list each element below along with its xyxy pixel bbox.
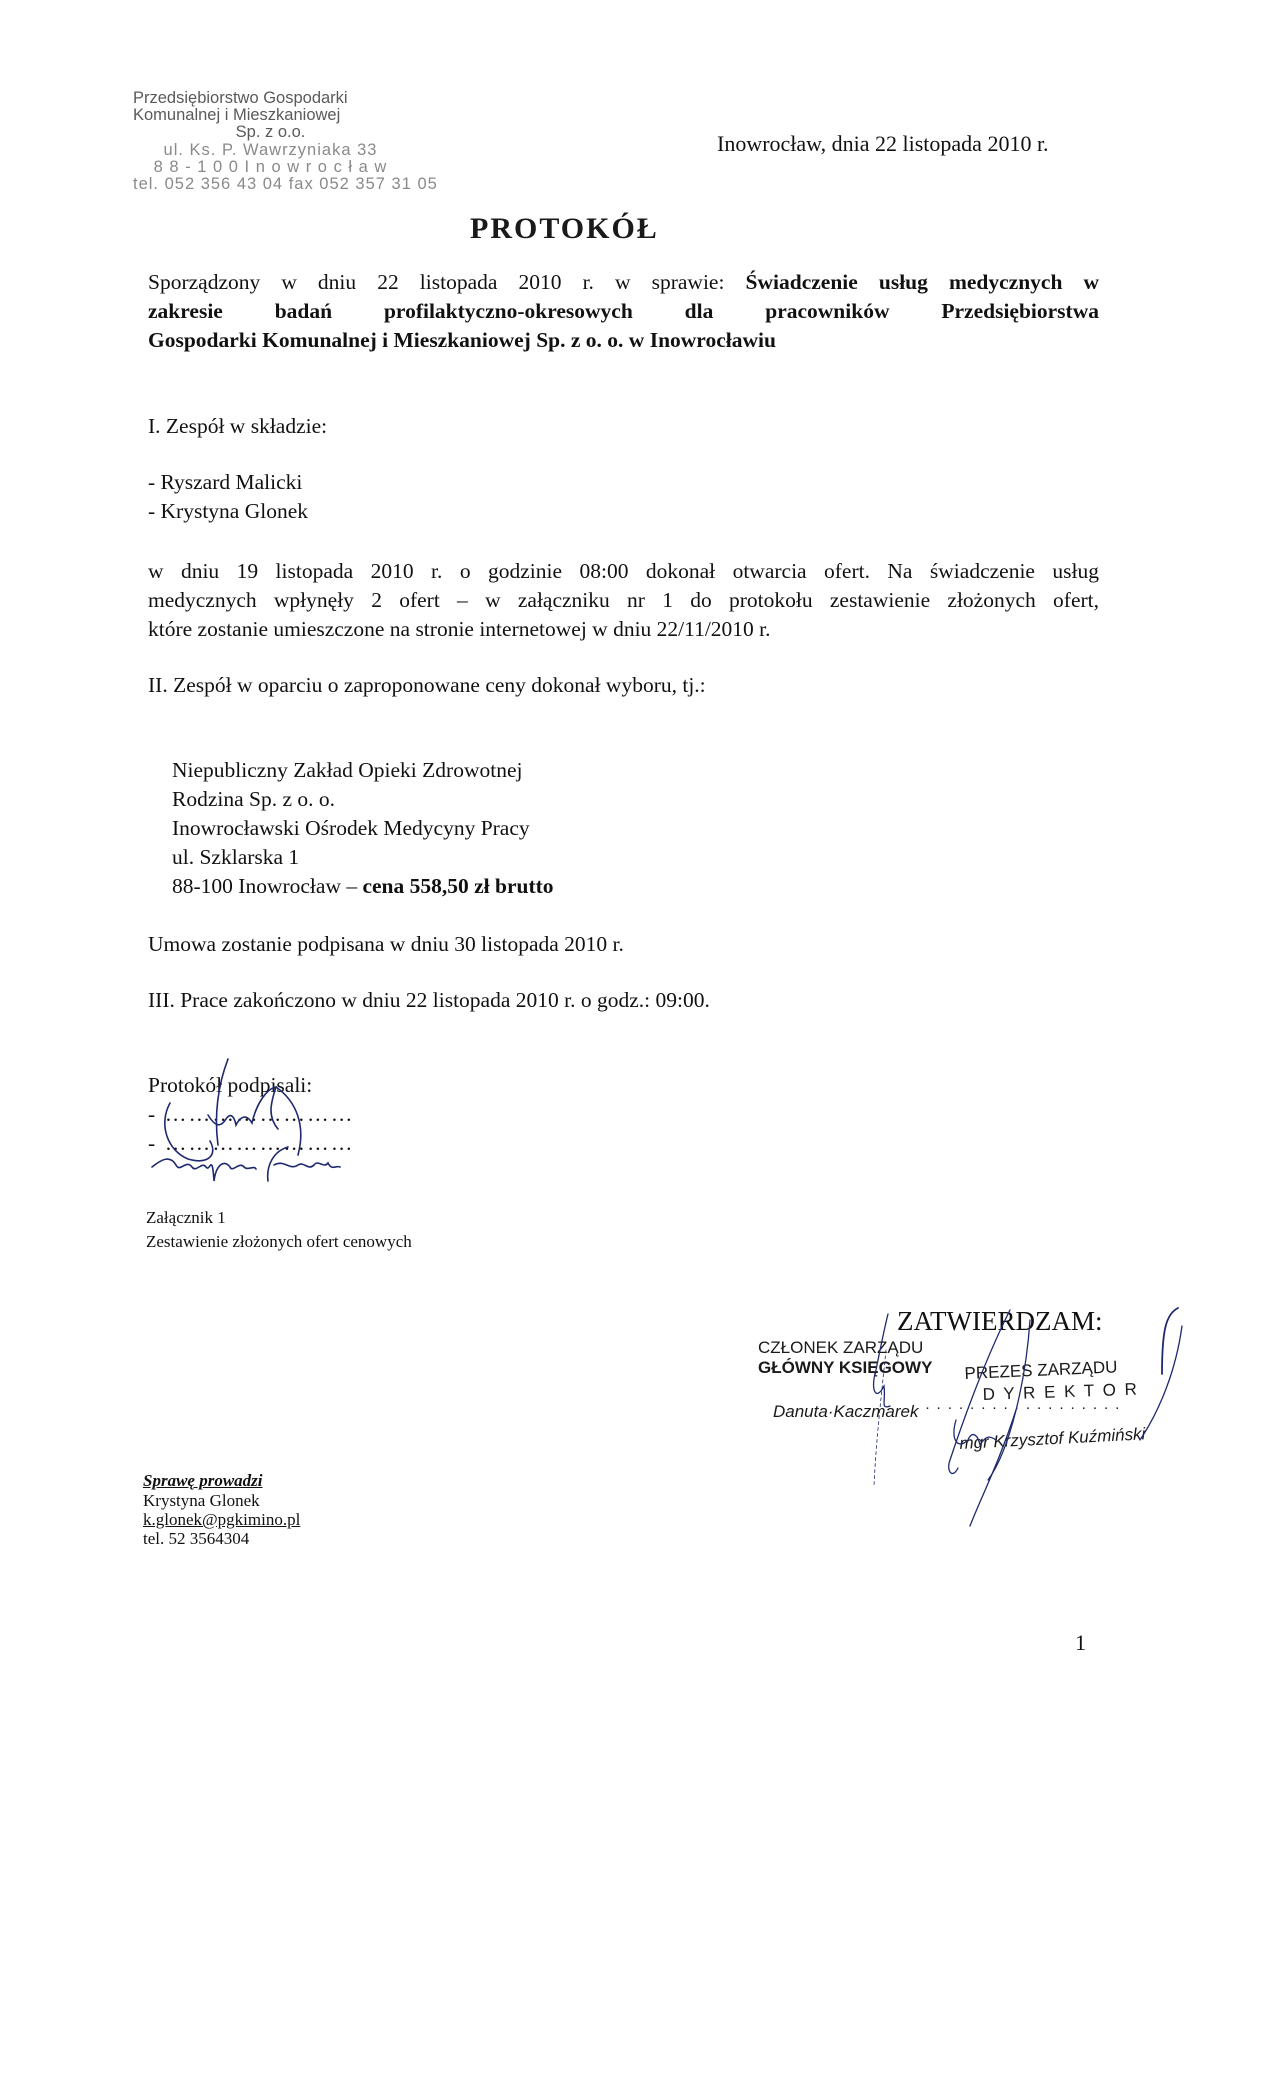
winner-price: cena 558,50 zł brutto: [362, 874, 554, 898]
contact-phone: tel. 52 3564304: [143, 1529, 250, 1548]
text-line: w dniu 19 listopada 2010 r. o godzinie 08:00 dokonał otwarcia ofert. Na świadczenie usług: [148, 559, 1099, 583]
stamp-line: Sp. z o.o.: [235, 123, 306, 142]
section-2-heading: [148, 671, 1099, 700]
subject-text: Świadczenie usług medycznych w: [745, 270, 1100, 294]
accountant-name: Danuta·Kaczmarek: [773, 1402, 919, 1421]
section-3-text: III. Prace zakończono w dniu 22 listopada 2010 r. o godz.: 09:00.: [148, 988, 710, 1012]
signature-stroke: [949, 1310, 1010, 1473]
signature-stroke: [954, 1420, 996, 1445]
signature-glonek: [152, 1147, 340, 1181]
approval-signatures: [840, 1290, 1200, 1550]
president-name: mgr Krzysztof Kuźmiński: [958, 1424, 1146, 1454]
handwritten-signatures: [148, 1055, 378, 1195]
team-members: [148, 468, 1099, 526]
attachment-description: Zestawienie złożonych ofert cenowych: [146, 1232, 412, 1251]
page-number: 1: [1075, 1630, 1086, 1655]
text-line: medycznych wpłynęły 2 ofert – w załączniku nr 1 do protokołu zestawienie złożonych ofert,: [148, 588, 1099, 612]
section-3: [148, 986, 1099, 1015]
signature-stroke: [970, 1410, 1016, 1526]
president-role: PREZES ZARZĄDU: [964, 1357, 1118, 1384]
team-member: - Ryszard Malicki: [148, 470, 303, 494]
winner-address: [172, 756, 554, 901]
winner-line: [172, 872, 554, 901]
section-heading: II. Zespół w oparciu o zaproponowane ceny dokonał wyboru, tj.:: [148, 673, 706, 697]
attachment-label: Załącznik 1: [146, 1208, 226, 1227]
contact-name: Krystyna Glonek: [143, 1491, 260, 1510]
text-line: które zostanie umieszczone na stronie internetowej w dniu 22/11/2010 r.: [148, 617, 771, 641]
signatures-label: Protokół podpisali:: [148, 1073, 313, 1097]
team-member: - Krystyna Glonek: [148, 499, 309, 523]
signature-stroke: [1162, 1308, 1178, 1374]
contact-email-link[interactable]: k.glonek@pgkimino.pl: [143, 1510, 301, 1529]
winner-city: 88-100 Inowrocław –: [172, 874, 363, 898]
approval-dots: · · · · · · · · · · · · · · · · · ·: [925, 1399, 1121, 1416]
section-1-text: [148, 557, 1099, 644]
director-role: D Y R E K T O R: [982, 1379, 1140, 1405]
section-1-heading: [148, 412, 1099, 441]
winner-line: Niepubliczny Zakład Opieki Zdrowotnej: [172, 758, 523, 782]
company-stamp: [133, 89, 438, 194]
signature-line: - ……………………: [148, 1131, 355, 1155]
contract-note: [148, 930, 1099, 959]
stamp-line: Przedsiębiorstwo Gospodarki: [133, 89, 348, 107]
stamp-line: ul. Ks. P. Wawrzyniaka 33: [163, 140, 378, 159]
signature-line: - ……………………: [148, 1102, 355, 1126]
intro-text: Sporządzony w dniu 22 listopada 2010 r. w sprawie:: [148, 270, 746, 294]
stamp-line: tel. 052 356 43 04 fax 052 357 31 05: [133, 175, 438, 194]
intro-line-1: [148, 268, 1099, 297]
winner-line: ul. Szklarska 1: [172, 845, 300, 869]
intro-line-3: Gospodarki Komunalnej i Mieszkaniowej Sp. z o. o. w Inowrocławiu: [148, 328, 776, 352]
section-heading: I. Zespół w składzie:: [148, 414, 328, 438]
document-title: PROTOKÓŁ: [470, 212, 659, 245]
contract-text: Umowa zostanie podpisana w dniu 30 listopada 2010 r.: [148, 932, 624, 956]
stamp-line: Komunalnej i Mieszkaniowej: [133, 106, 341, 125]
intro-paragraph: [148, 268, 1099, 355]
signature-stroke: [1140, 1326, 1182, 1440]
winner-line: Rodzina Sp. z o. o.: [172, 787, 336, 811]
stamp-line: 8 8 - 1 0 0 I n o w r o c ł a w: [153, 157, 388, 176]
winner-line: Inowrocławski Ośrodek Medycyny Pracy: [172, 816, 530, 840]
place-date: Inowrocław, dnia 22 listopada 2010 r.: [717, 131, 1049, 156]
signature-malicki: [165, 1059, 301, 1161]
intro-line-2: zakresie badań profilaktyczno-okresowych dla pracowników Przedsiębiorstwa: [148, 299, 1099, 323]
board-member-role: CZŁONEK ZARZĄDU: [758, 1338, 924, 1357]
contact-label: Sprawę prowadzi: [143, 1471, 263, 1490]
chief-accountant-role: GŁÓWNY KSIĘGOWY: [758, 1358, 933, 1377]
approval-heading: ZATWIERDZAM:: [897, 1306, 1103, 1336]
